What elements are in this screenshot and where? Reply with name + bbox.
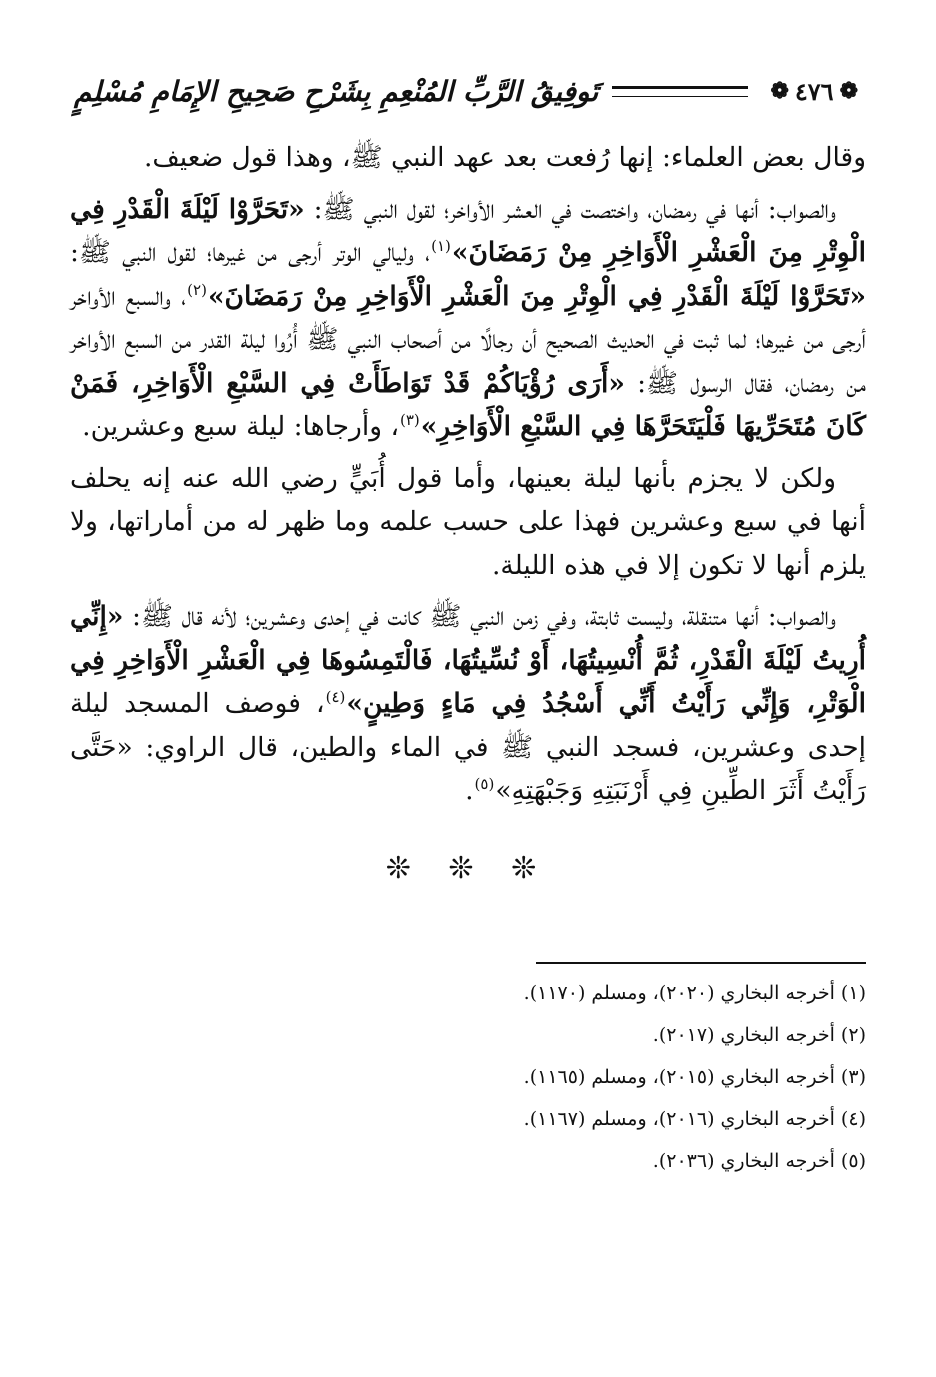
footnote-marker-3[interactable]: (٣): [400, 411, 420, 430]
hadith-quote-3: «أَرَى رُؤْيَاكُمْ قَدْ تَوَاطَأَتْ فِي السَّبْعِ الْأَوَاخِرِ، فَمَنْ كَانَ مُتَحَرِّيهَا فَلْيَتَحَرَّهَا فِي السَّبْعِ الْأَوَاخِرِ»: [70, 367, 866, 442]
paragraph-2-text-3: ، والسبع الأواخر أرجى من غيرها؛ لما ثبت في الحديث الصحيح أن رجالًا من أصحاب النبي ﷺ أُرُوا ليلة القدر من السبع الأواخر من رمضان، فقال الرسول ﷺ:: [70, 280, 867, 399]
footnote-marker-4[interactable]: (٤): [325, 688, 346, 707]
paragraph-2-text-2: ، وليالي الوتر أرجى من غيرها؛ لقول النبي ﷺ:: [70, 237, 431, 268]
section-separator-icon: ❊ ❊ ❊: [385, 850, 551, 886]
footnote-2: (٢) أخرجه البخاري (٢٠١٧).: [652, 1023, 866, 1046]
page-header: [70, 58, 866, 124]
footnote-marker-2[interactable]: (٢): [187, 280, 207, 299]
footnote-4: (٤) أخرجه البخاري (٢٠١٦)، ومسلم (١١٦٧).: [523, 1107, 866, 1130]
header-divider: [612, 86, 748, 97]
ornament-left-icon: ❁: [770, 78, 789, 104]
paragraph-4: [70, 595, 866, 813]
paragraph-2-text-4: ، وأرجاها: ليلة سبع وعشرين.: [82, 411, 399, 442]
paragraph-4-text-1: والصواب: أنها متنقلة، وليست ثابتة، وفي زمن النبي ﷺ كانت في إحدى وعشرين؛ لأنه قال ﷺ:: [123, 601, 836, 632]
book-title: تَوفِيقُ الرَّبِّ المُنْعِمِ بِشَرْحِ صَحِيحِ الإِمَامِ مُسْلِمٍ: [74, 74, 599, 108]
footnote-divider: [536, 962, 866, 964]
paragraph-4-text-3: .: [465, 775, 474, 806]
hadith-quote-1: «تَحَرَّوْا لَيْلَةَ الْقَدْرِ فِي الْوِتْرِ مِنَ الْعَشْرِ الْأَوَاخِرِ مِنْ رَمَضَانَ»: [70, 193, 866, 268]
page-number: ٤٧٦: [794, 76, 834, 106]
page-content: [70, 136, 866, 1182]
footnote-5: (٥) أخرجه البخاري (٢٠٣٦).: [652, 1149, 866, 1172]
footnotes: [70, 972, 866, 1182]
paragraph-2: [70, 188, 866, 449]
footnote-marker-5[interactable]: (٥): [474, 775, 495, 794]
hadith-quote-2: «تَحَرَّوْا لَيْلَةَ الْقَدْرِ فِي الْوِتْرِ مِنَ الْعَشْرِ الْأَوَاخِرِ مِنْ رَمَضَانَ»: [207, 280, 867, 312]
footnote-1: (١) أخرجه البخاري (٢٠٢٠)، ومسلم (١١٧٠).: [523, 981, 866, 1004]
hadith-quote-4: «إِنِّي أُرِيتُ لَيْلَةَ الْقَدْرِ، ثُمَّ أُنْسِيتُهَا، أَوْ نُسِّيتُهَا، فَالْتَمِسُوهَا فِي الْعَشْرِ الْأَوَاخِرِ فِي الْوَتْرِ، وَإِنِّي رَأَيْتُ أَنِّي أَسْجُدُ فِي مَاءٍ وَطِينٍ»: [70, 601, 866, 719]
footnote-3: (٣) أخرجه البخاري (٢٠١٥)، ومسلم (١١٦٥).: [523, 1065, 866, 1088]
page-number-box: [762, 68, 866, 114]
paragraph-4-text-2: ، فوصف المسجد ليلة إحدى وعشرين، فسجد النبي ﷺ في الماء والطين، قال الراوي:: [70, 688, 866, 763]
paragraph-3: ولكن لا يجزم بأنها ليلة بعينها، وأما قول أُبَيٍّ رضي الله عنه إنه يحلف أنها في سبع وعشرين فهذا على حسب علمه وما ظهر له من أماراتها، ولا يلزم أنها لا تكون إلا في هذه الليلة.: [70, 462, 866, 581]
paragraph-2-text-1: والصواب: أنها في رمضان، واختصت في العشر الأواخر؛ لقول النبي ﷺ:: [304, 193, 837, 225]
paragraph-1: وقال بعض العلماء: إنها رُفعت بعد عهد النبي ﷺ، وهذا قول ضعيف.: [143, 142, 866, 173]
book-page: [70, 58, 866, 1358]
footnote-marker-1[interactable]: (١): [431, 237, 451, 256]
ornament-right-icon: ❁: [839, 78, 858, 104]
narrator-quote: «حَتَّى رَأَيْتُ أَثَرَ الطِّينِ فِي أَرْنَبَتِهِ وَجَبْهَتِهِ»: [70, 731, 866, 806]
